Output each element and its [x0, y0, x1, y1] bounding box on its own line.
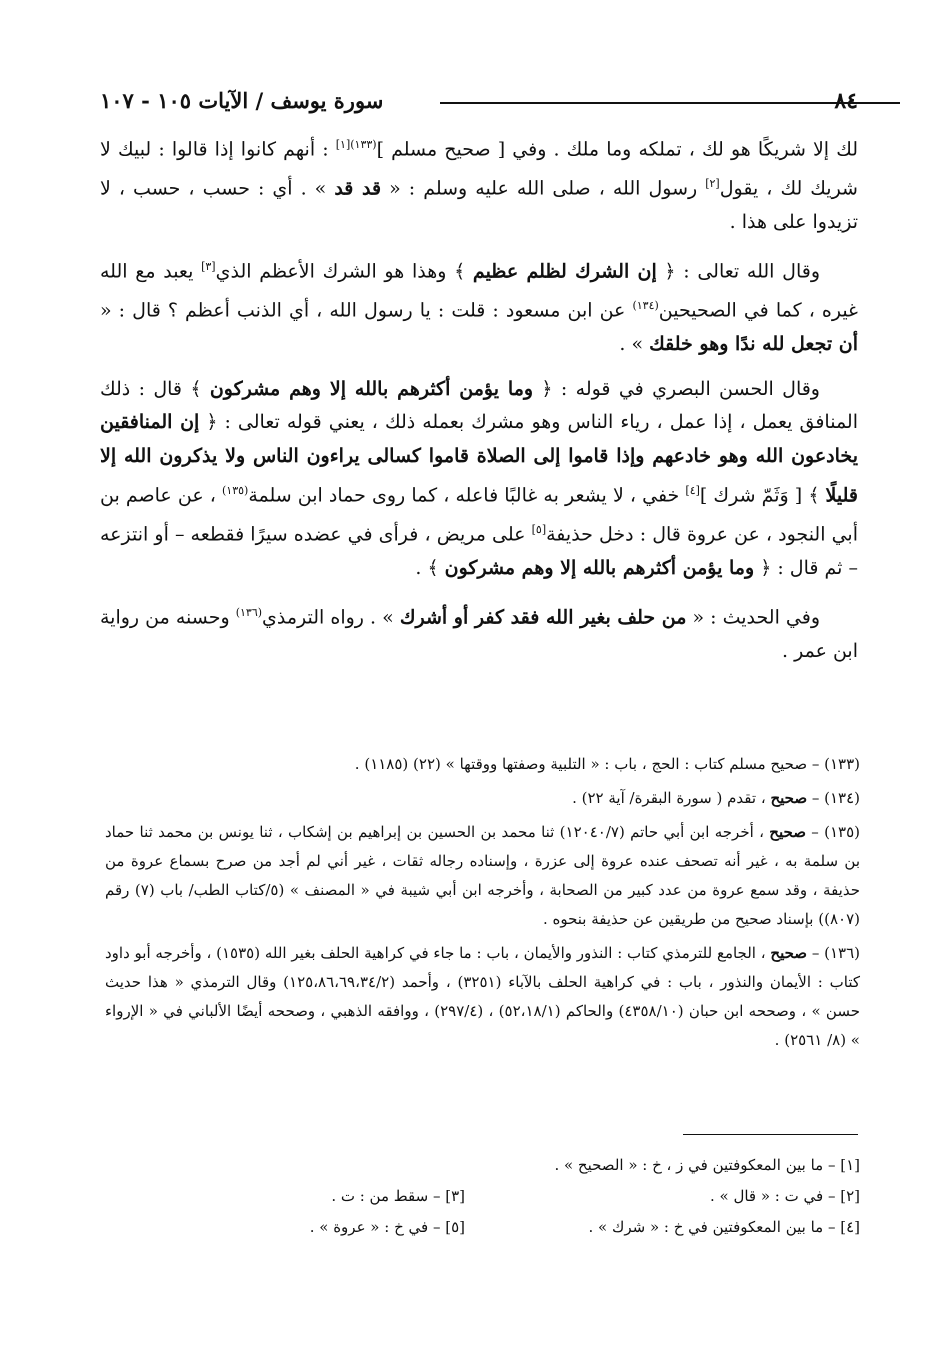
- footnote-ref: (١٣٥): [221, 483, 249, 497]
- paragraph-2: وقال الله تعالى : ﴿ إن الشرك لظلم عظيم ﴾ وهذا هو الشرك الأعظم الذي[٣] يعبد مع الله غيره ، كما في الصحيحين$^{(١٣٤)}$ عن ابن مسعود : قلت : يا رسول الله ، أي الذنب أعظم ؟ قال : « أن تجعل لله ندًا وهو خلقك » .: [100, 260, 858, 356]
- page-number: ٨٤: [834, 88, 858, 114]
- variants-rule: [683, 1134, 858, 1135]
- hadith-quote: أن تجعل لله ندًا وهو خلقك: [649, 333, 858, 356]
- variant-3: [٣] – سقط من : ت .: [331, 1187, 465, 1205]
- quran-quote: وما يؤمن أكثرهم بالله إلا وهم مشركون: [444, 556, 755, 579]
- footnote-133: (١٣٣) – صحيح مسلم كتاب : الحج ، باب : « التلبية وصفتها ووقتها » (٢٢) (١١٨٥) .: [354, 755, 860, 773]
- quran-quote: إن المنافقين يخادعون الله وهو خادعهم وإذا قاموا إلى الصلاة قاموا كسالى يراءون الناس ولا يذكرون الله إلا قليلًا: [100, 411, 858, 506]
- paragraph-1: لك إلا شريكًا هو لك ، تملكه وما ملك . وفي [ صحيح مسلم ]$^{(١٣٣)[١]}$ : أنهم كانوا إذا قالوا : لبيك لا شريك لك ، يقول[٢] رسول الله ، صلى الله عليه وسلم : « قد قد » . أي : حسب ، حسب ، لا تزيدوا على هذا .: [100, 138, 858, 233]
- variant-ref: [٢]: [705, 176, 720, 190]
- paragraph-4: وفي الحديث : « من حلف بغير الله فقد كفر أو أشرك » . رواه الترمذي$^{(١٣٦)}$ وحسنه من رواية ابن عمر .: [100, 606, 858, 663]
- footnote-ref: (١٣٤): [632, 299, 659, 313]
- header-rule: [440, 102, 900, 104]
- footnote-135: (١٣٥) – صحيح ، أخرجه ابن أبي حاتم (١٢٠٤٠/٧) ثنا محمد بن الحسين بن إبراهيم بن إشكاب ، ثنا يونس بن محمد ثنا حماد بن سلمة به ، غير أنه تصحف عنده عروة إلى عزرة ، وإسناده رجاله ثقات ، غير أني لم أجد من صرح بسماع عروة من حذيفة ، وقد سمع عروة من عدد كبير من الصحابة ، وأخرجه ابن أبي شيبة في « المصنف » (٥/كتاب الطب/ باب (٧) رقم (٨٠٧)) بإسناد صحيح من طريقين عن حذيفة بنحوه .: [105, 823, 860, 928]
- variant-4: [٤] – ما بين المعكوفتين في خ : « شرك » .: [588, 1218, 860, 1236]
- hadith-quote: قد قد: [334, 177, 382, 200]
- quran-quote: وما يؤمن أكثرهم بالله إلا وهم مشركون: [209, 377, 534, 400]
- page-header: [100, 88, 858, 118]
- variant-ref: [٥]: [531, 522, 547, 536]
- variant-ref: [٤]: [685, 483, 700, 497]
- manuscript-variants: [180, 1150, 860, 1243]
- footnote-136: (١٣٦) – صحيح ، الجامع للترمذي كتاب : النذور والأيمان ، باب : ما جاء في كراهية الحلف بغير الله (١٥٣٥) ، وأخرجه أبو داود كتاب : الأيمان والنذور ، باب : في كراهية الحلف بالآباء (٣٢٥١) ، وأحمد (١٢٥،٨٦،٦٩،٣٤/٢) وقال الترمذي « هذا حديث حسن » ، وصححه ابن حبان (٤٣٥٨/١٠) والحاكم (٥٢،١٨/١) ، (٢٩٧/٤) ، ووافقه الذهبي ، وصححه أيضًا الألباني في « الإرواء » (٨/ ٢٥٦١) .: [105, 944, 861, 1049]
- variant-5: [٥] – في خ : « عروة » .: [309, 1218, 465, 1236]
- footnote-ref: (١٣٣)[١]: [335, 138, 377, 151]
- hadith-quote: من حلف بغير الله فقد كفر أو أشرك: [399, 606, 687, 629]
- footnotes: [105, 750, 860, 1060]
- variant-1: [١] – ما بين المعكوفتين في ز ، خ : « الصحيح » .: [554, 1156, 860, 1174]
- variant-ref: [٣]: [201, 260, 216, 274]
- footnote-134: (١٣٤) – صحيح ، تقدم ( سورة البقرة/ آية ٢٢) .: [572, 789, 860, 807]
- running-title: سورة يوسف / الآيات ١٠٥ - ١٠٧: [100, 88, 384, 113]
- quran-quote: إن الشرك لظلم عظيم: [472, 260, 657, 283]
- paragraph-3: وقال الحسن البصري في قوله : ﴿ وما يؤمن أكثرهم بالله إلا وهم مشركون ﴾ قال : ذلك المنافق يعمل ، إذا عمل ، رياء الناس وهو مشرك بعمله ذلك ، يعني قوله تعالى : ﴿ إن المنافقين يخادعون الله وهو خادعهم وإذا قاموا إلى الصلاة قاموا كسالى يراءون الناس ولا يذكرون الله إلا قليلًا ﴾ [ وَثَمّ شرك ][٤] خفي ، لا يشعر به غالبًا فاعله ، كما روى حماد ابن سلمة$^{(١٣٥)}$ ، عن عاصم بن أبي النجود ، عن عروة قال : دخل حذيفة[٥] على مريض ، فرأى في عضده سيرًا فقطعه – أو انتزعه – ثم قال : ﴿ وما يؤمن أكثرهم بالله إلا وهم مشركون ﴾ .: [100, 377, 859, 579]
- main-text: [100, 128, 858, 680]
- footnote-ref: (١٣٦): [235, 606, 263, 620]
- variant-2: [٢] – في ت : « قال » .: [709, 1187, 860, 1205]
